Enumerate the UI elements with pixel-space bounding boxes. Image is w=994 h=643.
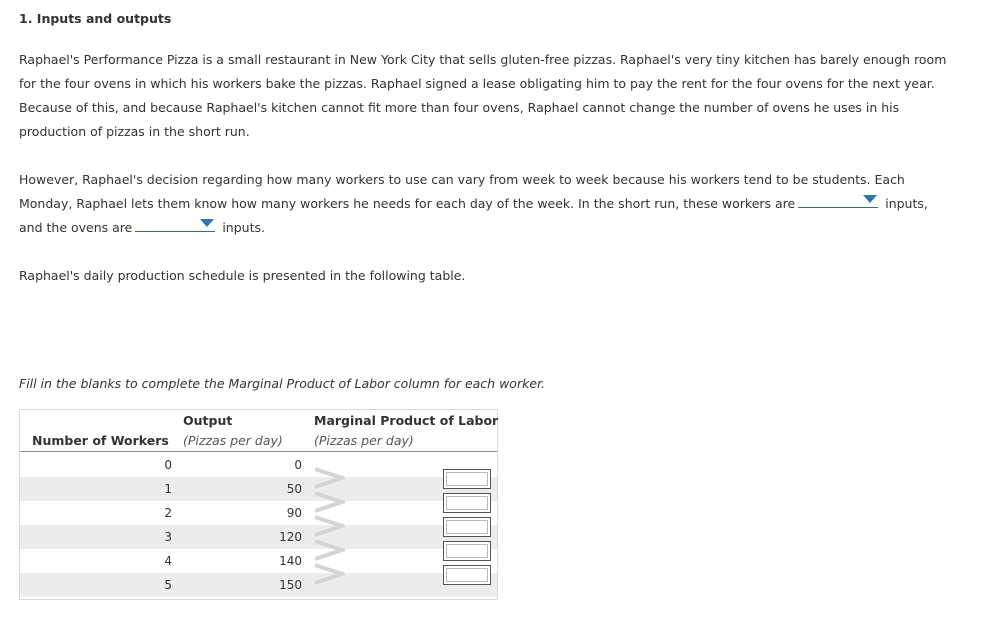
- workers-cell: 2: [164, 506, 172, 520]
- output-cell: 120: [279, 530, 302, 544]
- output-cell: 0: [294, 458, 302, 472]
- production-table: [19, 409, 498, 600]
- paragraph-inputs-text-3: inputs.: [222, 220, 265, 235]
- paragraph-intro: Raphael's Performance Pizza is a small restaurant in New York City that sells gluten-free pizzas. Raphael's very tiny kitchen has barely enough room for the four ovens in which his workers bake the pizzas. Raphael signed a lease obligating him to pay the rent for the four ovens for the next year. Because of this, and because Raphael's kitchen cannot fit more than four ovens, Raphael cannot change the number of ovens he uses in his production of pizzas in the short run.: [19, 52, 947, 139]
- caret-down-icon: [863, 195, 877, 203]
- header-marginal-product-of-labor: Marginal Product of Labor: [314, 413, 499, 428]
- header-number-of-workers: Number of Workers: [32, 433, 169, 448]
- workers-input-type-dropdown[interactable]: [798, 193, 878, 208]
- paragraph-inputs-text-2: inputs, and the ovens are: [19, 196, 928, 235]
- instruction-text: Fill in the blanks to complete the Marginal Product of Labor column for each worker.: [19, 376, 545, 391]
- paragraph-schedule: Raphael's daily production schedule is presented in the following table.: [19, 268, 466, 283]
- mpl-input-worker-4[interactable]: [443, 541, 491, 561]
- workers-cell: 1: [164, 482, 172, 496]
- workers-cell: 5: [164, 578, 172, 592]
- chevron-right-icon: [313, 515, 345, 537]
- workers-cell: 4: [164, 554, 172, 568]
- workers-cell: 3: [164, 530, 172, 544]
- header-divider: [20, 451, 497, 452]
- mpl-input-worker-3[interactable]: [443, 517, 491, 537]
- output-cell: 150: [279, 578, 302, 592]
- output-cell: 90: [286, 506, 302, 520]
- header-mpl-unit: (Pizzas per day): [314, 433, 414, 448]
- chevron-right-icon: [313, 467, 345, 489]
- table-row: [20, 501, 497, 525]
- paragraph-inputs-text-1: However, Raphael's decision regarding how many workers to use can vary from week to week because his workers tend to be students. Each Monday, Raphael lets them know how many workers he needs for each day of the week. In the short run, these workers are: [19, 172, 905, 211]
- caret-down-icon: [200, 219, 214, 227]
- table-row: [20, 573, 497, 597]
- mpl-input-worker-5[interactable]: [443, 565, 491, 585]
- chevron-right-icon: [313, 539, 345, 561]
- ovens-input-type-dropdown[interactable]: [135, 217, 215, 232]
- table-row: [20, 477, 497, 501]
- workers-cell: 0: [164, 458, 172, 472]
- chevron-right-icon: [313, 491, 345, 513]
- output-cell: 140: [279, 554, 302, 568]
- mpl-input-worker-2[interactable]: [443, 493, 491, 513]
- paragraph-inputs: [19, 168, 949, 240]
- mpl-input-worker-1[interactable]: [443, 469, 491, 489]
- header-output: Output: [183, 413, 233, 428]
- output-cell: 50: [286, 482, 302, 496]
- chevron-right-icon: [313, 563, 345, 585]
- table-row: [20, 549, 497, 573]
- question-title: 1. Inputs and outputs: [19, 11, 172, 26]
- table-row: [20, 525, 497, 549]
- table-row: [20, 453, 497, 477]
- header-output-unit: (Pizzas per day): [183, 433, 283, 448]
